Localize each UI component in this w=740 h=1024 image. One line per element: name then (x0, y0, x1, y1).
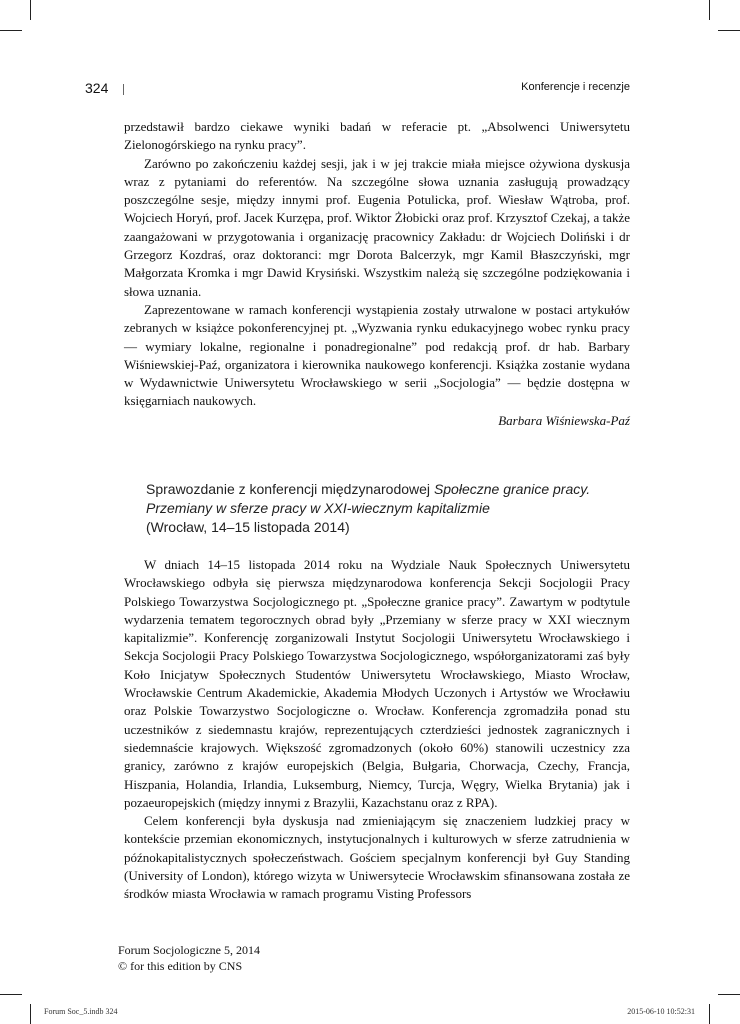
title-italic-2: Przemiany w sferze pracy w XXI-wiecznym kapitalizmie (146, 500, 490, 516)
report-title (146, 480, 616, 537)
paragraph: W dniach 14–15 listopada 2014 roku na Wydziale Nauk Społecznych Uniwersytetu Wrocławskiego odbyła się pierwsza międzynarodowa konferencja Sekcji Socjologii Pracy Polskiego Towarzystwa Socjologicznego pt. „Społeczne granice pracy”. Zawartym w podtytule wydarzenia tematem tegorocznych obrad były „Przemiany w sferze pracy w XXI wiecznym kapitalizmie”. Konferencję zorganizowali Instytut Socjologii Uniwersytetu Wrocławskiego i Sekcja Socjologii Pracy Polskiego Towarzystwa Socjologicznego, współorganizatorami zaś były Koło Inicjatyw Społecznych Studentów Uniwersytetu Wrocławskiego, Miasto Wrocław, Wrocławskie Centrum Akademickie, Akademia Młodych Uczonych i Artystów we Wrocławiu oraz Polskie Towarzystwo Socjologiczne o. Wrocław. Konferencja zgromadziła ponad stu uczestników z siedemnastu krajów, reprezentujących czterdzieści jednostek zagranicznych i siedemnaście krajowych. Większość zgromadzonych (około 60%) stanowili uczestnicy zza granicy, zarówno z krajów europejskich (Belgia, Bułgaria, Chorwacja, Czechy, Francja, Hiszpania, Holandia, Irlandia, Luksemburg, Niemcy, Turcja, Węgry, Wielka Brytania) jak i pozaeuropejskich (między innymi z Brazylii, Kazachstanu oraz z RPA). (124, 557, 630, 810)
crop-mark (718, 30, 740, 31)
crop-mark (0, 994, 22, 995)
crop-mark (30, 0, 31, 20)
print-slug-timestamp: 2015-06-10 10:52:31 (627, 1007, 695, 1016)
paragraph: przedstawił bardzo ciekawe wyniki badań w referacie pt. „Absolwenci Uniwersytetu Zielonogórskiego na rynku pracy”. (124, 119, 630, 153)
crop-mark (718, 994, 740, 995)
title-prefix: Sprawozdanie z konferencji międzynarodowej (146, 481, 434, 497)
title-place-date: (Wrocław, 14–15 listopada 2014) (146, 519, 350, 535)
crop-mark (709, 1004, 710, 1024)
journal-name: Forum Socjologiczne 5, 2014 (118, 943, 260, 957)
running-title: Konferencje i recenzje (521, 81, 630, 93)
paragraph: Celem konferencji była dyskusja nad zmieniającym się znaczeniem ludzkiej pracy w kontekście przemian ekonomicznych, instytucjonalnych i kulturowych w sferze zatrudnienia w późnokapitalistycznych społeczeństwach. Gościem specjalnym konferencji był Guy Standing (University of London), którego wizyta w Uniwersytecie Wrocławskim sfinansowana została ze środków miasta Wrocławia w ramach programu Visting Professors (124, 813, 630, 902)
crop-mark (709, 0, 710, 20)
print-slug-file: Forum Soc_5.indb 324 (44, 1007, 118, 1016)
section1-body (124, 118, 630, 411)
crop-mark (30, 1004, 31, 1024)
author-signature: Barbara Wiśniewska-Paź (498, 413, 630, 428)
title-italic-1: Społeczne granice pracy. (433, 481, 591, 497)
title-line-1 (146, 480, 616, 499)
copyright: © for this edition by CNS (118, 959, 243, 973)
header-separator (123, 84, 124, 95)
page-number: 324 (85, 80, 109, 96)
section2-body (124, 556, 630, 904)
paragraph: Zaprezentowane w ramach konferencji wystąpienia zostały utrwalone w postaci artykułów zebranych w książce pokonferencyjnej pt. „Wyzwania rynku edukacyjnego wobec rynku pracy — wymiary lokalne, regionalne i ponadregionalne” pod redakcją prof. dr hab. Barbary Wiśniewskiej-Paź, organizatora i kierownika naukowego konferencji. Książka zostanie wydana w Wydawnictwie Uniwersytetu Wrocławskiego w serii „Socjologia” — będzie dostępna w księgarniach naukowych. (124, 301, 630, 409)
page-footer (118, 942, 260, 974)
paragraph: Zarówno po zakończeniu każdej sesji, jak i w jej trakcie miała miejsce ożywiona dyskusja wraz z pytaniami do referentów. Na szczególne słowa uznania zasługują prowadzący poszczególne sesje, między innymi prof. Eugenia Potulicka, prof. Wiesław Wątroba, prof. Wojciech Horyń, prof. Jacek Kurzępa, prof. Wiktor Żłobicki oraz prof. Krzysztof Czekaj, a także zaangażowani w przygotowania i organizację pracownicy Zakładu: dr Wojciech Doliński i dr Grzegorz Kozdraś, oraz doktoranci: mgr Dorota Balcerzyk, mgr Kamil Błaszczyński, mgr Małgorzata Kromka i mgr Dawid Krysiński. Wszystkim należą się szczególne podziękowania i słowa uznania. (124, 155, 630, 299)
crop-mark (0, 30, 22, 31)
running-header (85, 80, 630, 100)
